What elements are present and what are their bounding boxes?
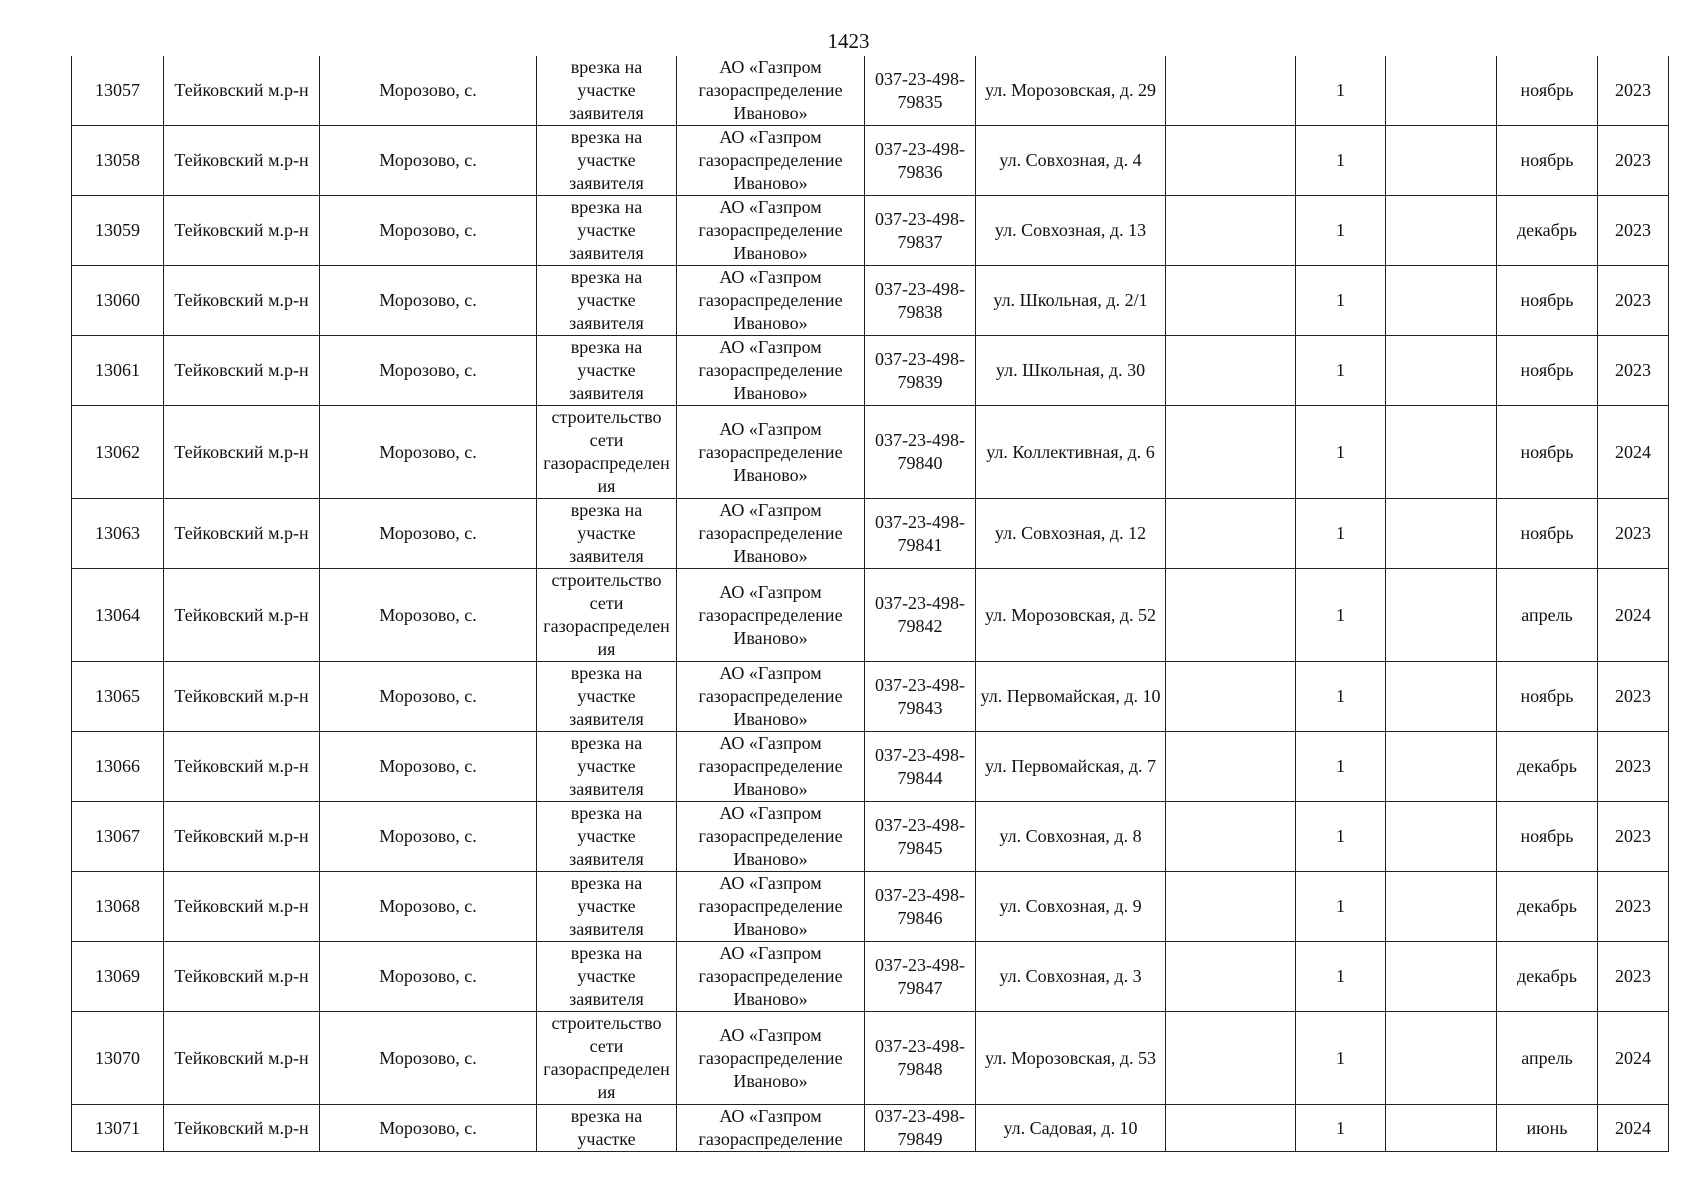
empty-cell: [1166, 499, 1296, 569]
empty-cell: [1386, 1105, 1497, 1152]
organization-cell: АО «Газпром газораспределение: [677, 1105, 865, 1152]
address-cell: ул. Первомайская, д. 7: [976, 732, 1166, 802]
quantity-cell: 1: [1296, 336, 1386, 406]
month-cell: ноябрь: [1497, 266, 1598, 336]
empty-cell: [1166, 1105, 1296, 1152]
table-row: [72, 56, 1669, 126]
table-row: [72, 662, 1669, 732]
district-cell: Тейковский м.р-н: [164, 336, 320, 406]
work-type-cell: врезка на участке заявителя: [537, 662, 677, 732]
work-type-cell: врезка на участке заявителя: [537, 56, 677, 126]
address-cell: ул. Школьная, д. 2/1: [976, 266, 1166, 336]
empty-cell: [1386, 569, 1497, 662]
application-code-cell: 037-23-498-79847: [865, 942, 976, 1012]
work-type-cell: строительство сети газораспределения: [537, 1012, 677, 1105]
organization-cell: АО «Газпром газораспределение Иваново»: [677, 1012, 865, 1105]
month-cell: ноябрь: [1497, 336, 1598, 406]
empty-cell: [1166, 56, 1296, 126]
empty-cell: [1386, 56, 1497, 126]
row-id-cell: 13071: [72, 1105, 164, 1152]
empty-cell: [1386, 662, 1497, 732]
application-code-cell: 037-23-498-79840: [865, 406, 976, 499]
work-type-cell: врезка на участке заявителя: [537, 126, 677, 196]
empty-cell: [1166, 1012, 1296, 1105]
work-type-cell: врезка на участке заявителя: [537, 802, 677, 872]
organization-cell: АО «Газпром газораспределение Иваново»: [677, 499, 865, 569]
organization-cell: АО «Газпром газораспределение Иваново»: [677, 56, 865, 126]
gas-connection-table: [71, 56, 1668, 1152]
empty-cell: [1386, 126, 1497, 196]
data-table: [71, 56, 1669, 1152]
application-code-cell: 037-23-498-79845: [865, 802, 976, 872]
quantity-cell: 1: [1296, 126, 1386, 196]
empty-cell: [1166, 942, 1296, 1012]
district-cell: Тейковский м.р-н: [164, 732, 320, 802]
month-cell: ноябрь: [1497, 662, 1598, 732]
quantity-cell: 1: [1296, 1105, 1386, 1152]
organization-cell: АО «Газпром газораспределение Иваново»: [677, 662, 865, 732]
empty-cell: [1386, 499, 1497, 569]
year-cell: 2023: [1598, 126, 1669, 196]
table-row: [72, 196, 1669, 266]
district-cell: Тейковский м.р-н: [164, 406, 320, 499]
settlement-cell: Морозово, с.: [320, 732, 537, 802]
page-number: 1423: [827, 29, 870, 53]
address-cell: ул. Совхозная, д. 9: [976, 872, 1166, 942]
year-cell: 2024: [1598, 1105, 1669, 1152]
quantity-cell: 1: [1296, 266, 1386, 336]
application-code-cell: 037-23-498-79838: [865, 266, 976, 336]
row-id-cell: 13070: [72, 1012, 164, 1105]
year-cell: 2024: [1598, 569, 1669, 662]
district-cell: Тейковский м.р-н: [164, 1105, 320, 1152]
year-cell: 2023: [1598, 802, 1669, 872]
settlement-cell: Морозово, с.: [320, 872, 537, 942]
district-cell: Тейковский м.р-н: [164, 569, 320, 662]
district-cell: Тейковский м.р-н: [164, 56, 320, 126]
row-id-cell: 13059: [72, 196, 164, 266]
quantity-cell: 1: [1296, 662, 1386, 732]
empty-cell: [1386, 802, 1497, 872]
table-body: [72, 56, 1669, 1152]
row-id-cell: 13058: [72, 126, 164, 196]
quantity-cell: 1: [1296, 802, 1386, 872]
empty-cell: [1386, 872, 1497, 942]
work-type-cell: врезка на участке заявителя: [537, 196, 677, 266]
quantity-cell: 1: [1296, 406, 1386, 499]
organization-cell: АО «Газпром газораспределение Иваново»: [677, 126, 865, 196]
year-cell: 2024: [1598, 406, 1669, 499]
empty-cell: [1166, 802, 1296, 872]
application-code-cell: 037-23-498-79849: [865, 1105, 976, 1152]
address-cell: ул. Совхозная, д. 3: [976, 942, 1166, 1012]
month-cell: декабрь: [1497, 196, 1598, 266]
address-cell: ул. Морозовская, д. 52: [976, 569, 1166, 662]
organization-cell: АО «Газпром газораспределение Иваново»: [677, 732, 865, 802]
quantity-cell: 1: [1296, 499, 1386, 569]
quantity-cell: 1: [1296, 196, 1386, 266]
application-code-cell: 037-23-498-79842: [865, 569, 976, 662]
work-type-cell: врезка на участке: [537, 1105, 677, 1152]
year-cell: 2023: [1598, 942, 1669, 1012]
row-id-cell: 13064: [72, 569, 164, 662]
empty-cell: [1386, 942, 1497, 1012]
settlement-cell: Морозово, с.: [320, 1105, 537, 1152]
work-type-cell: строительство сети газораспределения: [537, 569, 677, 662]
district-cell: Тейковский м.р-н: [164, 196, 320, 266]
year-cell: 2023: [1598, 872, 1669, 942]
empty-cell: [1166, 406, 1296, 499]
empty-cell: [1386, 1012, 1497, 1105]
settlement-cell: Морозово, с.: [320, 569, 537, 662]
table-row: [72, 802, 1669, 872]
table-row: [72, 732, 1669, 802]
settlement-cell: Морозово, с.: [320, 56, 537, 126]
organization-cell: АО «Газпром газораспределение Иваново»: [677, 802, 865, 872]
work-type-cell: врезка на участке заявителя: [537, 336, 677, 406]
row-id-cell: 13067: [72, 802, 164, 872]
address-cell: ул. Морозовская, д. 29: [976, 56, 1166, 126]
settlement-cell: Морозово, с.: [320, 126, 537, 196]
quantity-cell: 1: [1296, 942, 1386, 1012]
row-id-cell: 13068: [72, 872, 164, 942]
address-cell: ул. Школьная, д. 30: [976, 336, 1166, 406]
table-row: [72, 266, 1669, 336]
application-code-cell: 037-23-498-79846: [865, 872, 976, 942]
address-cell: ул. Совхозная, д. 13: [976, 196, 1166, 266]
empty-cell: [1386, 732, 1497, 802]
settlement-cell: Морозово, с.: [320, 336, 537, 406]
work-type-cell: строительство сети газораспределения: [537, 406, 677, 499]
application-code-cell: 037-23-498-79848: [865, 1012, 976, 1105]
empty-cell: [1166, 266, 1296, 336]
row-id-cell: 13069: [72, 942, 164, 1012]
settlement-cell: Морозово, с.: [320, 196, 537, 266]
district-cell: Тейковский м.р-н: [164, 872, 320, 942]
empty-cell: [1166, 126, 1296, 196]
quantity-cell: 1: [1296, 732, 1386, 802]
settlement-cell: Морозово, с.: [320, 406, 537, 499]
table-row: [72, 1105, 1669, 1152]
empty-cell: [1166, 732, 1296, 802]
year-cell: 2023: [1598, 196, 1669, 266]
month-cell: декабрь: [1497, 942, 1598, 1012]
month-cell: ноябрь: [1497, 802, 1598, 872]
address-cell: ул. Совхозная, д. 12: [976, 499, 1166, 569]
organization-cell: АО «Газпром газораспределение Иваново»: [677, 406, 865, 499]
district-cell: Тейковский м.р-н: [164, 126, 320, 196]
row-id-cell: 13063: [72, 499, 164, 569]
empty-cell: [1166, 196, 1296, 266]
empty-cell: [1166, 872, 1296, 942]
empty-cell: [1386, 406, 1497, 499]
district-cell: Тейковский м.р-н: [164, 266, 320, 336]
work-type-cell: врезка на участке заявителя: [537, 266, 677, 336]
settlement-cell: Морозово, с.: [320, 1012, 537, 1105]
settlement-cell: Морозово, с.: [320, 942, 537, 1012]
table-row: [72, 126, 1669, 196]
row-id-cell: 13060: [72, 266, 164, 336]
row-id-cell: 13057: [72, 56, 164, 126]
quantity-cell: 1: [1296, 1012, 1386, 1105]
settlement-cell: Морозово, с.: [320, 802, 537, 872]
table-row: [72, 499, 1669, 569]
district-cell: Тейковский м.р-н: [164, 942, 320, 1012]
work-type-cell: врезка на участке заявителя: [537, 872, 677, 942]
organization-cell: АО «Газпром газораспределение Иваново»: [677, 336, 865, 406]
year-cell: 2023: [1598, 266, 1669, 336]
row-id-cell: 13061: [72, 336, 164, 406]
settlement-cell: Морозово, с.: [320, 662, 537, 732]
row-id-cell: 13062: [72, 406, 164, 499]
organization-cell: АО «Газпром газораспределение Иваново»: [677, 872, 865, 942]
address-cell: ул. Первомайская, д. 10: [976, 662, 1166, 732]
application-code-cell: 037-23-498-79844: [865, 732, 976, 802]
address-cell: ул. Садовая, д. 10: [976, 1105, 1166, 1152]
month-cell: апрель: [1497, 569, 1598, 662]
district-cell: Тейковский м.р-н: [164, 1012, 320, 1105]
month-cell: апрель: [1497, 1012, 1598, 1105]
application-code-cell: 037-23-498-79837: [865, 196, 976, 266]
table-row: [72, 1012, 1669, 1105]
month-cell: ноябрь: [1497, 56, 1598, 126]
row-id-cell: 13065: [72, 662, 164, 732]
table-row: [72, 406, 1669, 499]
application-code-cell: 037-23-498-79835: [865, 56, 976, 126]
application-code-cell: 037-23-498-79841: [865, 499, 976, 569]
month-cell: декабрь: [1497, 732, 1598, 802]
quantity-cell: 1: [1296, 56, 1386, 126]
address-cell: ул. Совхозная, д. 8: [976, 802, 1166, 872]
quantity-cell: 1: [1296, 872, 1386, 942]
year-cell: 2023: [1598, 336, 1669, 406]
organization-cell: АО «Газпром газораспределение Иваново»: [677, 266, 865, 336]
table-row: [72, 569, 1669, 662]
table-row: [72, 942, 1669, 1012]
address-cell: ул. Морозовская, д. 53: [976, 1012, 1166, 1105]
organization-cell: АО «Газпром газораспределение Иваново»: [677, 196, 865, 266]
empty-cell: [1166, 336, 1296, 406]
year-cell: 2023: [1598, 56, 1669, 126]
row-id-cell: 13066: [72, 732, 164, 802]
year-cell: 2023: [1598, 662, 1669, 732]
work-type-cell: врезка на участке заявителя: [537, 942, 677, 1012]
empty-cell: [1386, 336, 1497, 406]
settlement-cell: Морозово, с.: [320, 499, 537, 569]
district-cell: Тейковский м.р-н: [164, 802, 320, 872]
work-type-cell: врезка на участке заявителя: [537, 499, 677, 569]
address-cell: ул. Коллективная, д. 6: [976, 406, 1166, 499]
empty-cell: [1166, 662, 1296, 732]
year-cell: 2023: [1598, 732, 1669, 802]
settlement-cell: Морозово, с.: [320, 266, 537, 336]
empty-cell: [1386, 266, 1497, 336]
application-code-cell: 037-23-498-79843: [865, 662, 976, 732]
address-cell: ул. Совхозная, д. 4: [976, 126, 1166, 196]
table-row: [72, 336, 1669, 406]
empty-cell: [1166, 569, 1296, 662]
empty-cell: [1386, 196, 1497, 266]
month-cell: декабрь: [1497, 872, 1598, 942]
month-cell: ноябрь: [1497, 499, 1598, 569]
year-cell: 2023: [1598, 499, 1669, 569]
application-code-cell: 037-23-498-79836: [865, 126, 976, 196]
month-cell: ноябрь: [1497, 126, 1598, 196]
organization-cell: АО «Газпром газораспределение Иваново»: [677, 942, 865, 1012]
month-cell: июнь: [1497, 1105, 1598, 1152]
district-cell: Тейковский м.р-н: [164, 662, 320, 732]
organization-cell: АО «Газпром газораспределение Иваново»: [677, 569, 865, 662]
month-cell: ноябрь: [1497, 406, 1598, 499]
year-cell: 2024: [1598, 1012, 1669, 1105]
quantity-cell: 1: [1296, 569, 1386, 662]
table-row: [72, 872, 1669, 942]
application-code-cell: 037-23-498-79839: [865, 336, 976, 406]
work-type-cell: врезка на участке заявителя: [537, 732, 677, 802]
district-cell: Тейковский м.р-н: [164, 499, 320, 569]
